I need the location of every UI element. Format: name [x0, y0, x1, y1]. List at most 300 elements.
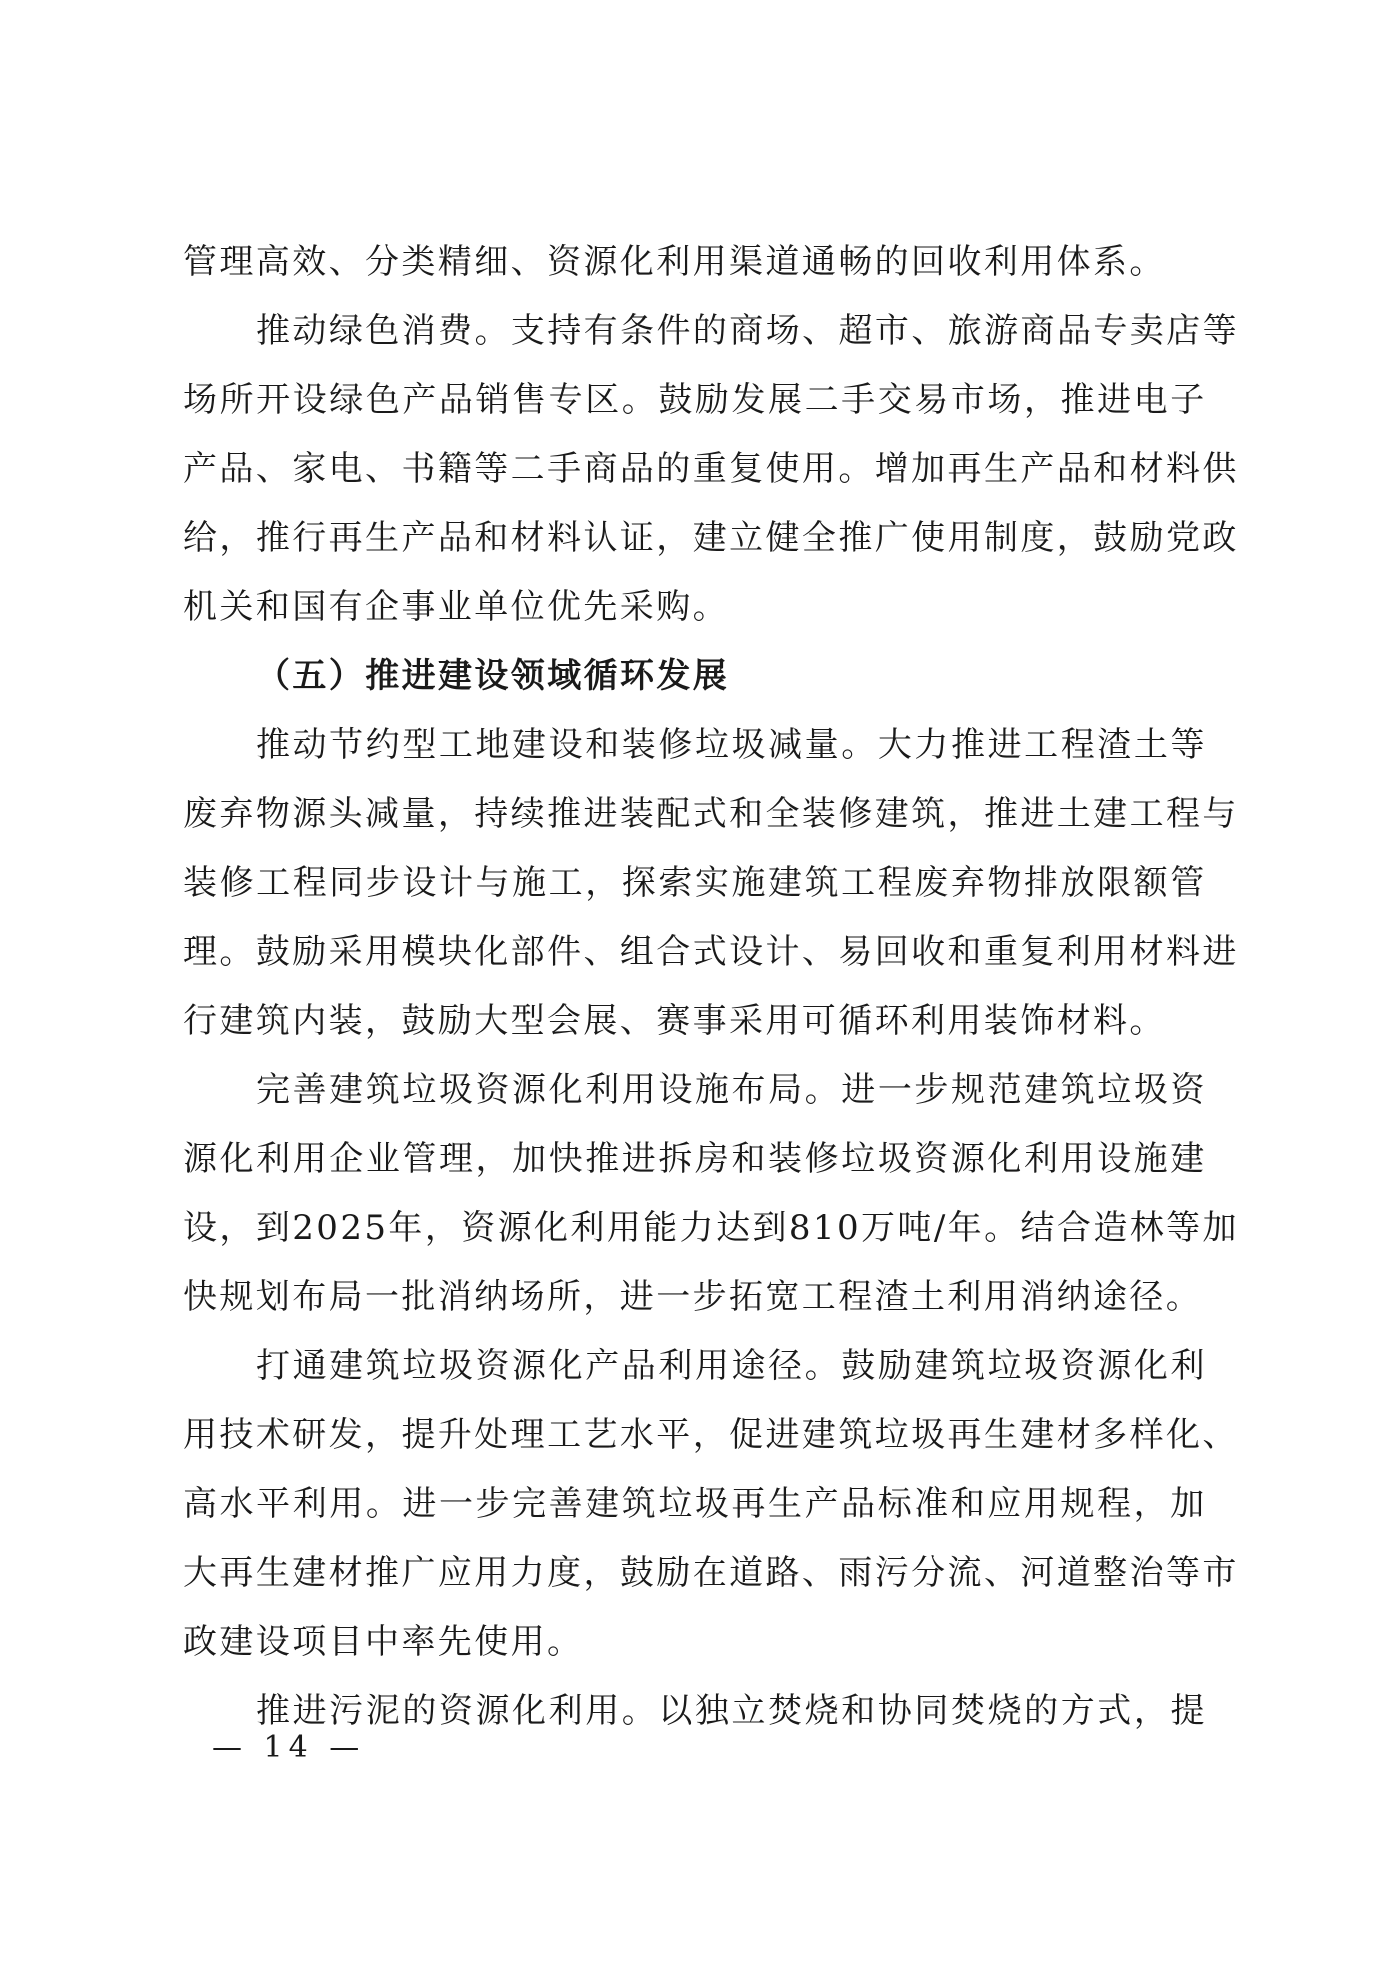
glyph: 1 — [812, 1208, 837, 1248]
text-line-4 — [183, 443, 1239, 512]
glyph: 垃 — [841, 1139, 878, 1179]
glyph: 产 — [585, 1346, 622, 1386]
glyph: 、 — [801, 1553, 839, 1593]
glyph: 式 — [692, 932, 730, 972]
text-line-16 — [183, 1271, 1207, 1340]
glyph: 展 — [768, 380, 805, 420]
page-number: — 14 — — [212, 1730, 366, 1765]
glyph: 推 — [256, 725, 293, 765]
glyph: 筑 — [804, 863, 841, 903]
glyph: 设 — [1097, 1139, 1134, 1179]
glyph: 利 — [585, 1070, 622, 1110]
glyph: 工 — [256, 863, 293, 903]
glyph: 完 — [512, 1484, 549, 1524]
glyph: 步 — [365, 863, 403, 903]
glyph: 建 — [874, 794, 912, 834]
glyph: 局 — [768, 1070, 805, 1110]
glyph: 以 — [658, 1691, 695, 1731]
glyph: 建 — [1170, 1139, 1207, 1179]
glyph: 、 — [802, 311, 839, 351]
glyph: 化 — [512, 1691, 549, 1731]
glyph: 圾 — [731, 725, 768, 765]
glyph: 支 — [510, 311, 548, 351]
glyph: 和 — [841, 1691, 878, 1731]
glyph: 治 — [1129, 1553, 1166, 1593]
glyph: 利 — [1056, 932, 1094, 972]
glyph: 垃 — [1097, 1070, 1134, 1110]
glyph: 市 — [950, 380, 988, 420]
glyph: 垃 — [402, 1070, 439, 1110]
glyph: 产 — [804, 1484, 841, 1524]
glyph: 部 — [510, 932, 548, 972]
text-line-10 — [183, 857, 1207, 926]
glyph: 励 — [292, 932, 329, 972]
glyph: 利 — [658, 1346, 695, 1386]
glyph: 组 — [619, 932, 657, 972]
glyph: 子 — [1170, 380, 1207, 420]
glyph: 再 — [219, 1553, 256, 1593]
glyph: 吨 — [897, 1208, 934, 1248]
glyph: 规 — [950, 1070, 988, 1110]
glyph: 品 — [841, 1484, 878, 1524]
glyph: 施 — [694, 1070, 732, 1110]
glyph: 和 — [1093, 449, 1130, 489]
glyph: 制 — [983, 518, 1021, 558]
glyph: 合 — [656, 932, 693, 972]
glyph: 施 — [1133, 1139, 1171, 1179]
glyph: 材 — [1129, 449, 1166, 489]
glyph: 设 — [729, 932, 766, 972]
glyph: 放 — [1060, 863, 1097, 903]
glyph: 建 — [292, 1553, 329, 1593]
line-text: 快规划布局一批消纳场所，进一步拓宽工程渣土利用消纳途径。 — [183, 1277, 1203, 1317]
glyph: 应 — [437, 1553, 475, 1593]
glyph: 到 — [752, 1208, 789, 1248]
glyph: 索 — [658, 863, 695, 903]
glyph: 独 — [694, 1691, 732, 1731]
glyph: 的 — [656, 449, 693, 489]
glyph: 认 — [583, 518, 620, 558]
glyph: 实 — [694, 863, 732, 903]
glyph: 商 — [1020, 311, 1057, 351]
glyph: 多 — [1093, 1415, 1130, 1455]
glyph: 计 — [438, 863, 476, 903]
glyph: 色 — [365, 311, 402, 351]
glyph: 圾 — [1133, 1070, 1171, 1110]
glyph: 河 — [1020, 1553, 1057, 1593]
text-line-21 — [183, 1616, 1207, 1685]
glyph: 市 — [874, 311, 912, 351]
glyph: 与 — [475, 863, 512, 903]
text-line-13 — [183, 1064, 1207, 1133]
glyph: 用 — [1023, 1484, 1061, 1524]
glyph: 发 — [328, 1415, 366, 1455]
glyph: 平 — [256, 1484, 293, 1524]
glyph: 品 — [219, 449, 256, 489]
glyph: 打 — [256, 1346, 293, 1386]
glyph: 费 — [438, 311, 475, 351]
glyph: 提 — [401, 1415, 438, 1455]
glyph: 品 — [1056, 449, 1094, 489]
glyph: 源 — [292, 794, 329, 834]
glyph: 产 — [401, 518, 438, 558]
glyph: 设 — [402, 863, 439, 903]
glyph: 、 — [255, 449, 293, 489]
glyph: 善 — [548, 1484, 586, 1524]
glyph: 交 — [877, 380, 915, 420]
glyph: 程 — [1060, 725, 1098, 765]
glyph: 加 — [911, 449, 948, 489]
glyph: 建 — [329, 1070, 366, 1110]
glyph: 力 — [914, 725, 951, 765]
text-line-14 — [183, 1133, 1207, 1202]
glyph: 道 — [729, 1553, 766, 1593]
glyph: 块 — [437, 932, 475, 972]
glyph: ， — [1056, 518, 1094, 558]
glyph: 再 — [328, 518, 366, 558]
glyph: 技 — [219, 1415, 256, 1455]
glyph: 到 — [255, 1208, 293, 1248]
glyph: 焚 — [950, 1691, 988, 1731]
text-line-12 — [183, 995, 1207, 1064]
glyph: 修 — [838, 794, 875, 834]
text-line-18 — [183, 1409, 1239, 1478]
glyph: 建 — [692, 518, 730, 558]
glyph: 资 — [475, 1346, 512, 1386]
text-line-19 — [183, 1478, 1207, 1547]
glyph: 、 — [801, 932, 839, 972]
glyph: 持 — [474, 794, 511, 834]
glyph: 用 — [606, 1208, 644, 1248]
glyph: 进 — [621, 1139, 659, 1179]
glyph: 化 — [1133, 1346, 1171, 1386]
glyph: 进 — [841, 1070, 878, 1110]
glyph: 应 — [987, 1484, 1024, 1524]
glyph: ， — [583, 1553, 620, 1593]
glyph: 。 — [804, 1346, 842, 1386]
document-page — [183, 236, 1239, 1754]
line-text: 管理高效、分类精细、资源化利用渠道通畅的回收利用体系。 — [183, 242, 1166, 282]
glyph: 业 — [365, 1139, 403, 1179]
glyph: 大 — [877, 725, 915, 765]
glyph: 弃 — [219, 794, 256, 834]
glyph: 模 — [401, 932, 438, 972]
glyph: 修 — [658, 725, 695, 765]
glyph: 加 — [1170, 1484, 1207, 1524]
glyph: 配 — [656, 794, 693, 834]
glyph: 商 — [583, 449, 620, 489]
glyph: 材 — [328, 1553, 366, 1593]
glyph: 条 — [620, 311, 657, 351]
glyph: 林 — [1129, 1208, 1167, 1248]
glyph: 广 — [874, 518, 912, 558]
glyph: 完 — [256, 1070, 293, 1110]
glyph: 化 — [548, 1346, 586, 1386]
glyph: 与 — [1202, 794, 1239, 834]
glyph: 开 — [256, 380, 293, 420]
glyph: 进 — [1097, 380, 1134, 420]
glyph: 样 — [1129, 1415, 1166, 1455]
glyph: 。 — [841, 725, 878, 765]
glyph: 和 — [950, 1484, 988, 1524]
glyph: 加 — [512, 1139, 549, 1179]
glyph: 化 — [987, 1139, 1024, 1179]
glyph: 励 — [1129, 518, 1166, 558]
glyph: 源 — [183, 1139, 220, 1179]
glyph: 政 — [1202, 518, 1239, 558]
glyph: 程 — [1097, 1484, 1134, 1524]
glyph: 手 — [841, 380, 878, 420]
glyph: 证 — [619, 518, 657, 558]
glyph: 径 — [768, 1346, 805, 1386]
glyph: 旅 — [947, 311, 985, 351]
glyph: 量 — [401, 794, 438, 834]
glyph: 进 — [987, 725, 1024, 765]
glyph: 材 — [1056, 1415, 1094, 1455]
glyph: 品 — [621, 1346, 659, 1386]
text-line-9 — [183, 788, 1239, 857]
glyph: 排 — [1023, 863, 1061, 903]
glyph: 施 — [512, 863, 549, 903]
glyph: 用 — [183, 1415, 220, 1455]
glyph: ， — [365, 1415, 402, 1455]
glyph: 途 — [731, 1346, 768, 1386]
glyph: 推 — [950, 725, 988, 765]
glyph: 资 — [438, 1691, 476, 1731]
glyph: 工 — [1129, 794, 1166, 834]
glyph: 易 — [838, 932, 875, 972]
glyph: 修 — [219, 863, 256, 903]
glyph: 重 — [692, 449, 730, 489]
glyph: 节 — [329, 725, 366, 765]
glyph: 立 — [731, 1691, 768, 1731]
glyph: 推 — [838, 518, 875, 558]
glyph: 利 — [1023, 1139, 1061, 1179]
glyph: 售 — [512, 380, 549, 420]
glyph: 减 — [365, 794, 402, 834]
glyph: 设 — [658, 1070, 695, 1110]
glyph: 垃 — [658, 1484, 695, 1524]
glyph: 立 — [729, 518, 766, 558]
glyph: 电 — [328, 449, 366, 489]
glyph: 。 — [219, 932, 256, 972]
glyph: 烧 — [987, 1691, 1024, 1731]
glyph: 资 — [1170, 1070, 1207, 1110]
glyph: 协 — [877, 1691, 915, 1731]
glyph: ， — [1023, 380, 1061, 420]
glyph: 动 — [292, 725, 329, 765]
glyph: 装 — [183, 863, 220, 903]
glyph: 度 — [1020, 518, 1057, 558]
glyph: 年 — [947, 1208, 985, 1248]
glyph: 计 — [765, 932, 802, 972]
glyph: 升 — [437, 1415, 475, 1455]
glyph: 件 — [547, 932, 584, 972]
section-heading — [183, 650, 1207, 719]
glyph: 用 — [621, 1070, 659, 1110]
glyph: 水 — [619, 1415, 657, 1455]
glyph: 鼓 — [619, 1553, 657, 1593]
glyph: 利 — [292, 1484, 330, 1524]
glyph: 同 — [914, 1691, 951, 1731]
glyph: 一 — [438, 1484, 476, 1524]
glyph: 程 — [1165, 794, 1203, 834]
glyph: 通 — [292, 1346, 329, 1386]
glyph: 装 — [768, 1139, 805, 1179]
glyph: 利 — [256, 1139, 293, 1179]
glyph: 用 — [1093, 932, 1130, 972]
glyph: 圾 — [438, 1346, 476, 1386]
glyph: 整 — [1093, 1553, 1130, 1593]
glyph: 程 — [292, 863, 330, 903]
glyph: 商 — [729, 311, 766, 351]
glyph: 设 — [548, 725, 586, 765]
glyph: 等 — [474, 449, 511, 489]
glyph: 。 — [474, 311, 511, 351]
glyph: 鼓 — [255, 932, 293, 972]
glyph: 推 — [547, 794, 584, 834]
glyph: 处 — [474, 1415, 511, 1455]
glyph: 推 — [1060, 380, 1097, 420]
text-line-8 — [183, 719, 1207, 788]
glyph: 范 — [987, 1070, 1024, 1110]
glyph: 产 — [1020, 449, 1057, 489]
glyph: 土 — [1133, 725, 1171, 765]
glyph: 减 — [768, 725, 805, 765]
glyph: 标 — [877, 1484, 915, 1524]
glyph: 产 — [183, 449, 220, 489]
glyph: 手 — [547, 449, 584, 489]
glyph: 企 — [329, 1139, 366, 1179]
glyph: 达 — [716, 1208, 753, 1248]
glyph: 程 — [877, 863, 915, 903]
glyph: 结 — [1020, 1208, 1057, 1248]
glyph: 场 — [987, 380, 1024, 420]
glyph: ， — [437, 794, 475, 834]
glyph: 、 — [1202, 1415, 1239, 1455]
glyph: 和 — [729, 794, 766, 834]
glyph: 力 — [510, 1553, 548, 1593]
glyph: 品 — [437, 518, 475, 558]
glyph: 回 — [874, 932, 912, 972]
glyph: 造 — [1093, 1208, 1130, 1248]
glyph: 进 — [292, 1691, 329, 1731]
glyph: 设 — [292, 380, 330, 420]
glyph: 限 — [1097, 863, 1134, 903]
glyph: 。 — [621, 1691, 659, 1731]
glyph: 区 — [585, 380, 622, 420]
glyph: 善 — [292, 1070, 329, 1110]
glyph: 用 — [694, 1346, 732, 1386]
glyph: 的 — [692, 311, 730, 351]
glyph: 专 — [1093, 311, 1130, 351]
glyph: 重 — [983, 932, 1021, 972]
glyph: 进 — [583, 794, 620, 834]
glyph: 鼓 — [841, 1346, 878, 1386]
glyph: 资 — [914, 1139, 951, 1179]
glyph: 污 — [329, 1691, 366, 1731]
glyph: 筑 — [950, 1346, 988, 1386]
glyph: 平 — [656, 1415, 693, 1455]
glyph: 力 — [679, 1208, 717, 1248]
glyph: 推 — [256, 311, 293, 351]
glyph: 量 — [804, 725, 842, 765]
glyph: 建 — [914, 1346, 951, 1386]
glyph: 材 — [1129, 932, 1166, 972]
line-text: 行建筑内装，鼓励大型会展、赛事采用可循环利用装饰材料。 — [183, 1001, 1166, 1041]
glyph: 用 — [365, 932, 402, 972]
glyph: 使 — [911, 518, 948, 558]
glyph: 头 — [328, 794, 366, 834]
glyph: 所 — [219, 380, 256, 420]
glyph: 品 — [1056, 311, 1094, 351]
glyph: 筑 — [911, 794, 948, 834]
glyph: 工 — [438, 725, 476, 765]
glyph: 、 — [365, 449, 402, 489]
glyph: 籍 — [437, 449, 475, 489]
glyph: 进 — [1202, 932, 1239, 972]
glyph: 品 — [619, 449, 657, 489]
glyph: 采 — [328, 932, 366, 972]
glyph: 用 — [474, 1553, 511, 1593]
glyph: 和 — [947, 932, 984, 972]
glyph: 建 — [768, 863, 805, 903]
text-line-1 — [183, 236, 1207, 305]
glyph: 绿 — [328, 311, 366, 351]
glyph: 、 — [583, 932, 620, 972]
glyph: 场 — [183, 380, 220, 420]
glyph: 有 — [583, 311, 621, 351]
glyph: 源 — [512, 1070, 549, 1110]
glyph: 度 — [547, 1553, 584, 1593]
glyph: ， — [475, 1139, 512, 1179]
glyph: 推 — [585, 1139, 622, 1179]
glyph: 垃 — [694, 725, 732, 765]
glyph: 绿 — [329, 380, 366, 420]
glyph: ， — [656, 518, 693, 558]
glyph: 施 — [731, 863, 768, 903]
glyph: 圾 — [438, 1070, 476, 1110]
glyph: 料 — [547, 518, 584, 558]
glyph: 促 — [729, 1415, 766, 1455]
glyph: 动 — [292, 311, 329, 351]
glyph: 、 — [911, 311, 948, 351]
glyph: 资 — [1060, 1346, 1098, 1386]
glyph: 弃 — [950, 863, 988, 903]
glyph: 建 — [1093, 794, 1130, 834]
glyph: 等 — [1170, 725, 1207, 765]
glyph: 同 — [329, 863, 366, 903]
glyph: 行 — [292, 518, 329, 558]
glyph: 管 — [402, 1139, 439, 1179]
glyph: 水 — [219, 1484, 256, 1524]
glyph: 路 — [765, 1553, 802, 1593]
glyph: 推 — [983, 794, 1021, 834]
glyph: 建 — [1020, 1415, 1057, 1455]
glyph: 生 — [768, 1484, 805, 1524]
glyph: 用 — [292, 1139, 330, 1179]
glyph: 房 — [694, 1139, 732, 1179]
glyph: 泥 — [365, 1691, 403, 1731]
glyph: 2 — [340, 1208, 365, 1248]
glyph: 的 — [402, 1691, 439, 1731]
glyph: 进 — [1020, 794, 1057, 834]
glyph: 步 — [914, 1070, 951, 1110]
glyph: 健 — [765, 518, 802, 558]
line-text: 机关和国有企事业单位优先采购。 — [183, 587, 729, 627]
glyph: 废 — [183, 794, 220, 834]
glyph: 卖 — [1129, 311, 1167, 351]
